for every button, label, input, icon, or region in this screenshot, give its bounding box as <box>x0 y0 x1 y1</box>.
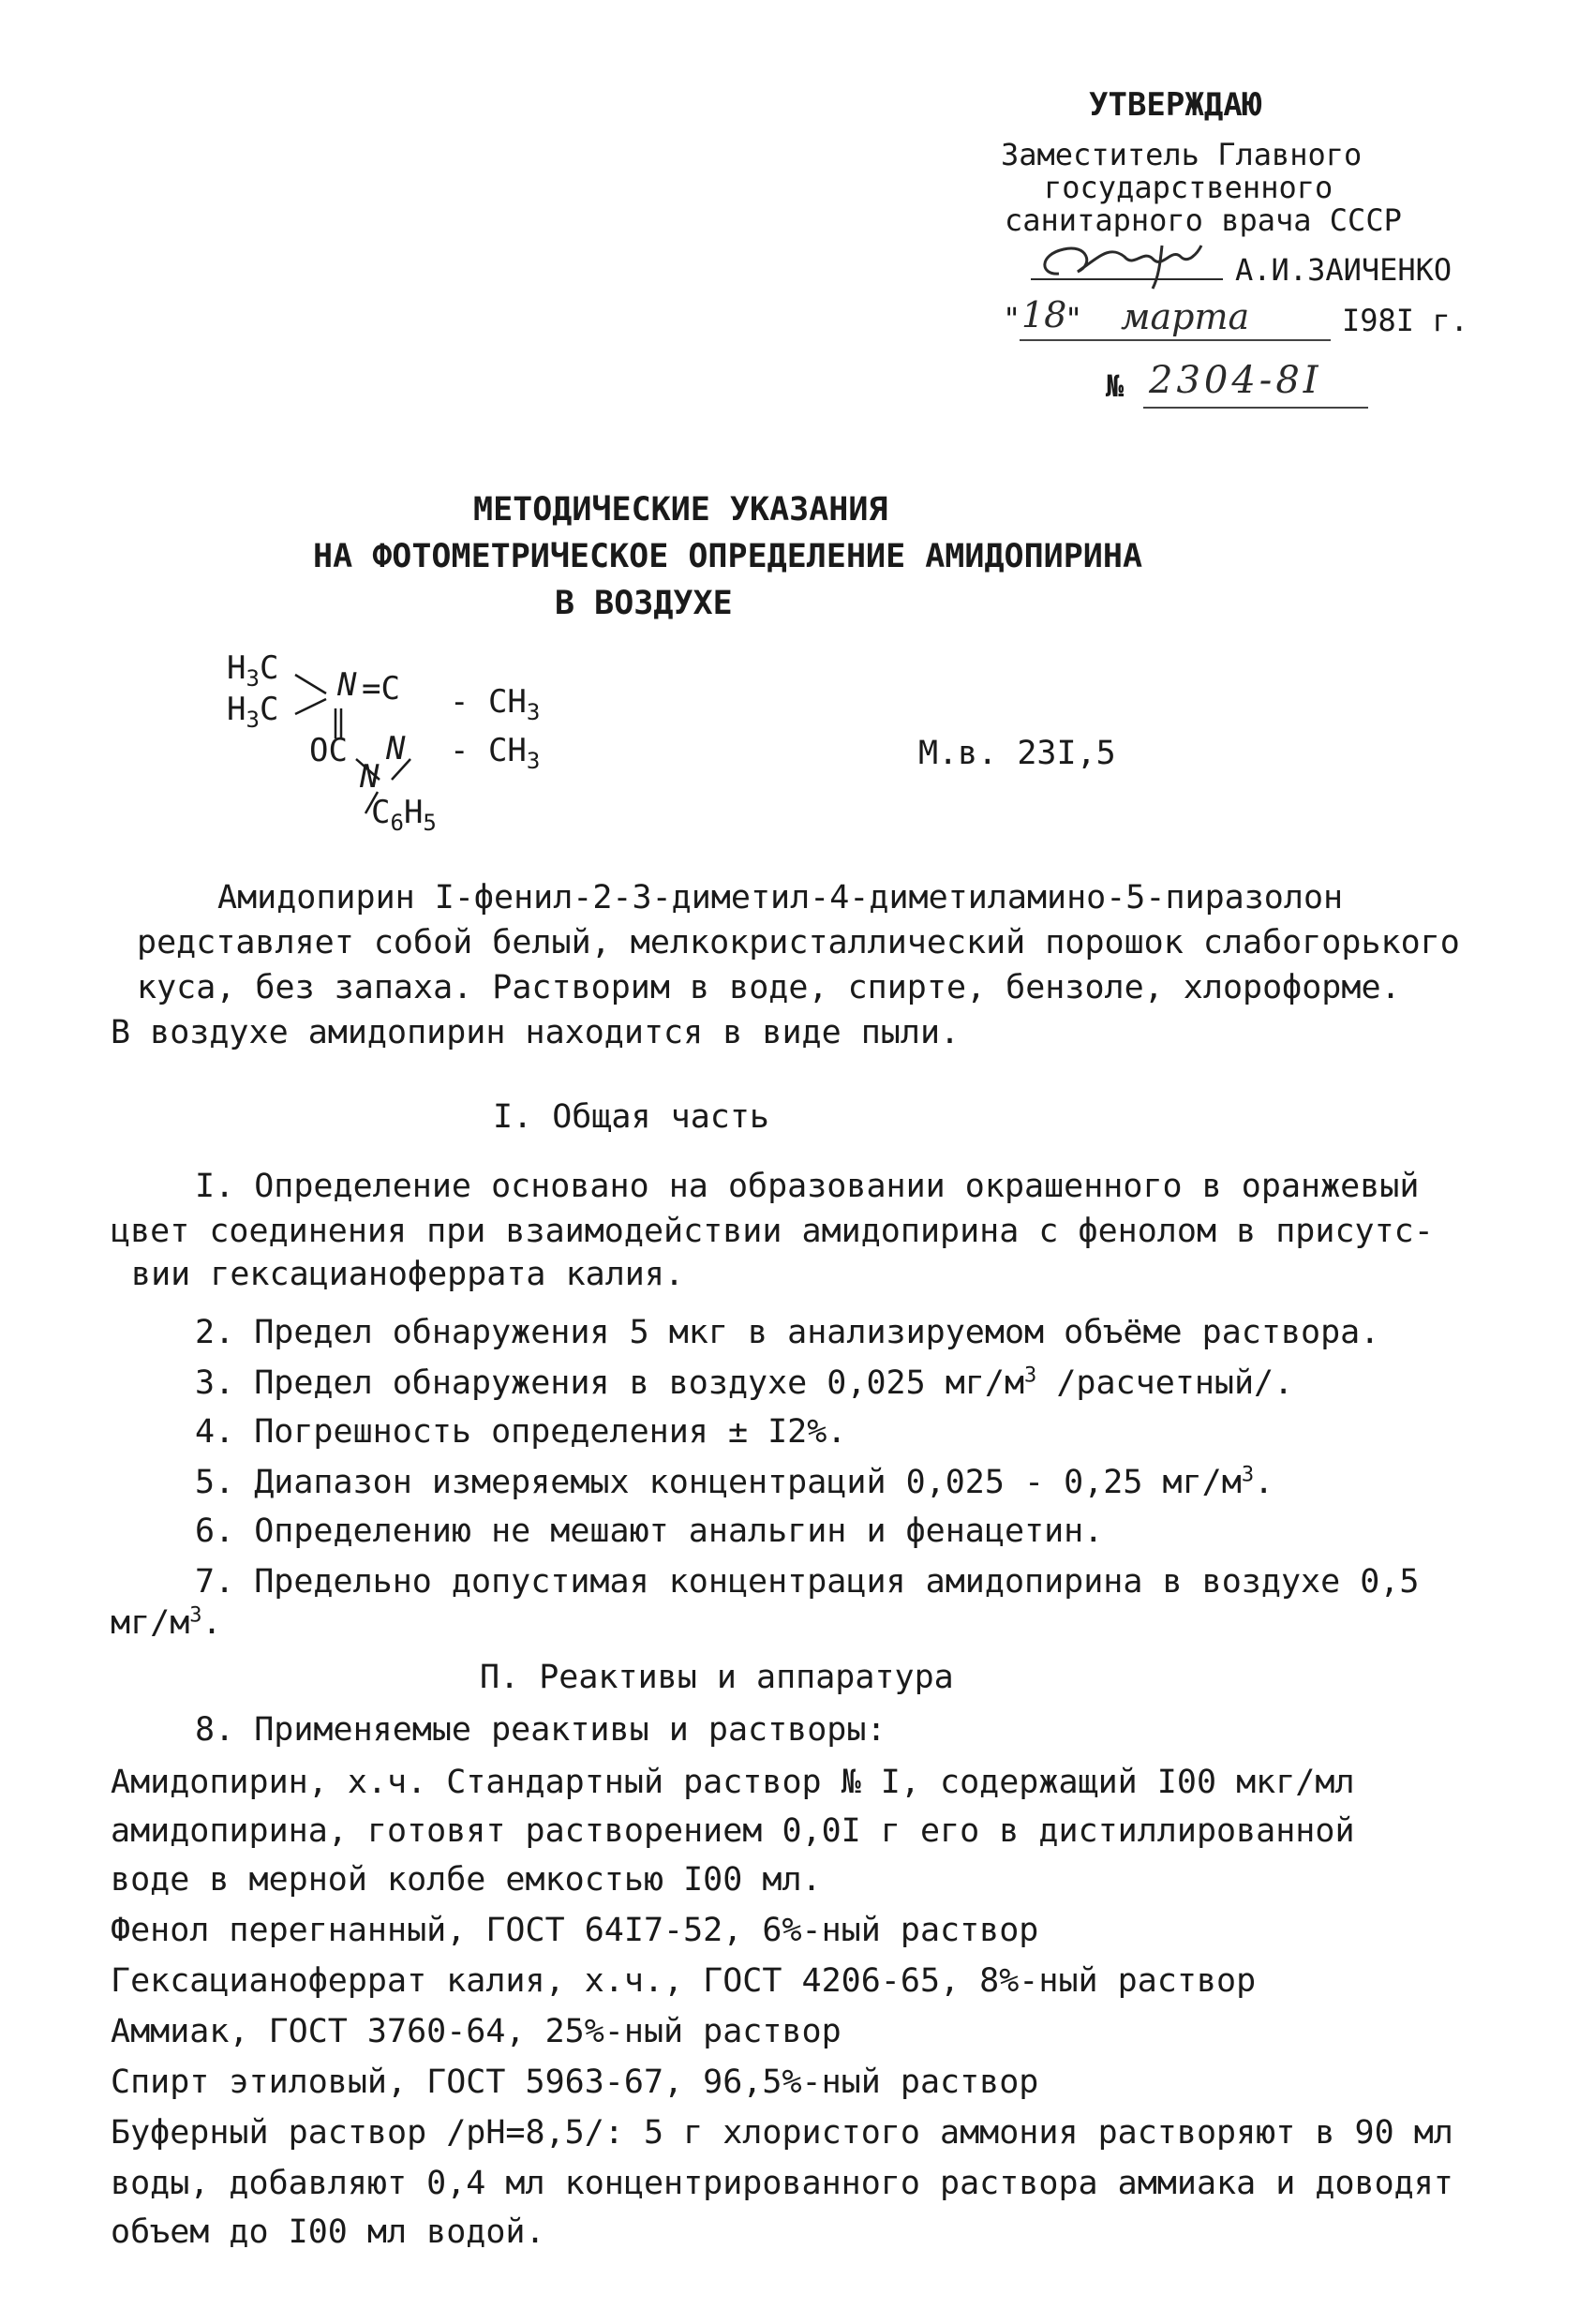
reagent-line: Фенол перегнанный, ГОСТ 64I7-52, 6%-ный раствор <box>111 1912 1039 1949</box>
section1-item-5: 5. Диапазон измеряемых концентраций 0,025 - 0,25 $мг/м^3$. <box>195 1463 1274 1501</box>
section-heading: I. Общая часть <box>493 1098 770 1136</box>
formula-n2: N <box>386 730 406 767</box>
formula-ch3-2: - $CH_3$ <box>450 732 541 774</box>
section1-item-4: 4. Погрешность определения ± I2%. <box>195 1413 847 1451</box>
intro-line: редставляет собой белый, мелкокристаллический порошок слабогорького <box>137 924 1460 961</box>
handwritten-signature <box>1021 236 1246 292</box>
section2-item-8: 8. Применяемые реактивы и растворы: <box>195 1711 886 1749</box>
date-day: 18 <box>1021 294 1067 335</box>
section1-p1-line: вии гексацианоферрата калия. <box>131 1256 685 1293</box>
date-underline <box>1020 339 1331 341</box>
section1-item-3: 3. Предел обнаружения в воздухе 0,025 $мг/м^3$ /расчетный/. <box>195 1363 1294 1402</box>
formula-n1: N <box>337 666 357 704</box>
approval-position-line3: санитарного врача СССР <box>1005 202 1402 238</box>
reagent-line: амидопирина, готовят растворением 0,0I г его в дистиллированной <box>111 1812 1355 1850</box>
document-number: 2304-8I <box>1149 359 1322 402</box>
approval-heading: УТВЕРЖДАЮ <box>1089 86 1262 124</box>
intro-line: куса, без запаха. Растворим в воде, спирте, бензоле, хлороформе. <box>137 969 1401 1006</box>
section-heading: П. Реактивы и аппаратура <box>480 1659 954 1696</box>
number-sign: № <box>1106 368 1125 404</box>
date-quote-open: " <box>1003 301 1021 336</box>
reagent-line: Буферный раствор /рН=8,5/: 5 г хлористого аммония растворяют в 90 мл <box>111 2114 1453 2152</box>
formula-phenyl: $C_6H_5$ <box>371 794 437 836</box>
reagent-line: Аммиак, ГОСТ 3760-64, 25%-ный раствор <box>111 2013 842 2050</box>
title-line3: В ВОЗДУХЕ <box>555 585 733 622</box>
date-quote-close: " <box>1065 301 1083 336</box>
intro-line: В воздухе амидопирин находится в виде пыли. <box>111 1014 961 1051</box>
intro-line: Амидопирин I-фенил-2-3-диметил-4-диметиламино-5-пиразолон <box>217 879 1344 916</box>
section1-p1-line: I. Определение основано на образовании окрашенного в оранжевый <box>195 1168 1420 1205</box>
formula-oc: OC <box>309 732 348 769</box>
approval-signer: А.И.ЗАИЧЕНКО <box>1235 252 1452 288</box>
reagent-line: воде в мерной колбе емкостью I00 мл. <box>111 1861 822 1899</box>
section1-item-7-cont: $мг/м^3$. <box>111 1603 222 1642</box>
reagent-line: Гексацианоферрат калия, х.ч., ГОСТ 4206-65, 8%-ный раствор <box>111 1962 1257 2000</box>
formula-n3: N <box>360 758 380 796</box>
reagent-line: объем до I00 мл водой. <box>111 2213 545 2251</box>
reagent-line: воды, добавляют 0,4 мл концентрированного раствора аммиака и доводят <box>111 2165 1453 2202</box>
approval-position-line1: Заместитель Главного <box>1001 137 1363 172</box>
formula-methyl-2: $H_3C$ <box>227 691 279 733</box>
molecular-weight: М.в. 23I,5 <box>918 735 1116 772</box>
section1-p1-line: цвет соединения при взаимодействии амидопирина с фенолом в присутс- <box>111 1213 1434 1250</box>
formula-eq-c: =C <box>362 670 400 708</box>
date-year: I98I г. <box>1342 303 1468 338</box>
reagent-line: Амидопирин, х.ч. Стандартный раствор № I, содержащий I00 мкг/мл <box>111 1764 1355 1801</box>
title-line2: НА ФОТОМЕТРИЧЕСКОЕ ОПРЕДЕЛЕНИЕ АМИДОПИРИНА <box>313 538 1143 575</box>
title-line1: МЕТОДИЧЕСКИЕ УКАЗАНИЯ <box>473 491 888 529</box>
reagent-line: Спирт этиловый, ГОСТ 5963-67, 96,5%-ный раствор <box>111 2063 1039 2101</box>
section1-item-2: 2. Предел обнаружения 5 мкг в анализируемом объёме раствора. <box>195 1314 1380 1351</box>
approval-position-line2: государственного <box>1044 170 1333 205</box>
date-month: марта <box>1121 296 1250 337</box>
number-underline <box>1143 407 1368 409</box>
formula-methyl-1: $H_3C$ <box>227 649 279 692</box>
section1-item-6: 6. Определению не мешают анальгин и фенацетин. <box>195 1512 1104 1550</box>
section1-item-7: 7. Предельно допустимая концентрация амидопирина в воздухе 0,5 <box>195 1563 1420 1601</box>
formula-ch3-1: - $CH_3$ <box>450 683 541 725</box>
